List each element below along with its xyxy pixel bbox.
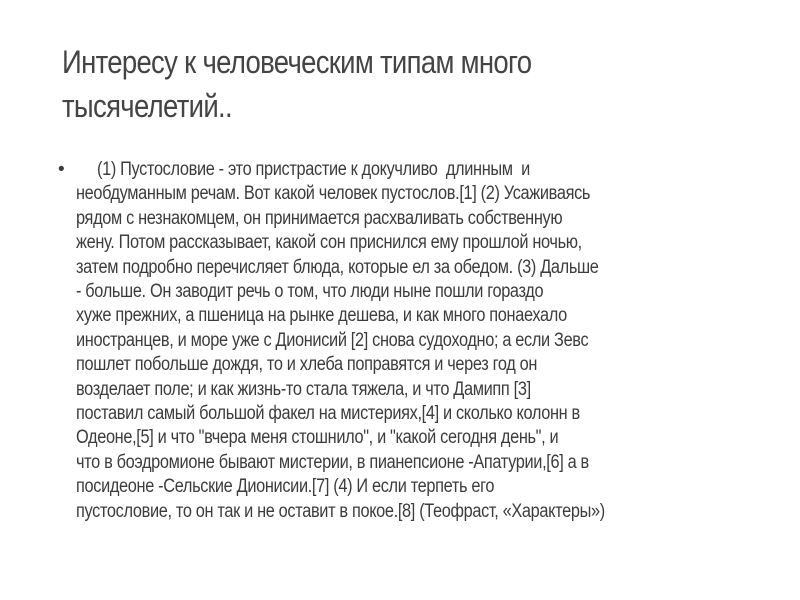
- slide-title-line: Интересу к человеческим типам много: [62, 44, 532, 80]
- body-line: хуже прежних, а пшеница на рынке дешева, и как много понаехало: [76, 305, 567, 327]
- body-line: возделает поле; и как жизнь-то стала тяжела, и что Дамипп [3]: [76, 378, 531, 400]
- body-line: пошлет побольше дождя, то и хлеба поправятся и через год он: [76, 354, 538, 376]
- body-line: жену. Потом рассказывает, какой сон приснился ему прошлой ночью,: [76, 232, 582, 254]
- body-line: иностранцев, и море уже с Дионисий [2] снова судоходно; а если Зевс: [76, 329, 589, 351]
- body-line: необдуманным речам. Вот какой человек пустослов.[1] (2) Усаживаясь: [76, 183, 591, 205]
- body-line: рядом с незнакомцем, он принимается расхваливать собственную: [76, 207, 563, 229]
- body-line: посидеоне -Сельские Дионисии.[7] (4) И если терпеть его: [76, 476, 495, 498]
- body-line: пустословие, то он так и не оставит в покое.[8] (Теофраст, «Характеры»): [76, 500, 605, 522]
- bullet-list: [56, 158, 756, 524]
- slide-title: [62, 40, 647, 128]
- bullet-item: [56, 158, 756, 524]
- body-line: затем подробно перечисляет блюда, которые ел за обедом. (3) Дальше: [76, 256, 599, 278]
- bullet-text: [76, 158, 738, 524]
- body-line: Одеоне,[5] и что "вчера меня стошнило", и "какой сегодня день", и: [76, 427, 559, 449]
- body-line: (1) Пустословие - это пристрастие к докучливо длинным и: [76, 159, 530, 180]
- slide-title-line: тысячелетий..: [62, 88, 232, 124]
- body-line: - больше. Он заводит речь о том, что люди ныне пошли гораздо: [76, 281, 544, 303]
- body-line: что в боэдромионе бывают мистерии, в пианепсионе -Апатурии,[6] а в: [76, 451, 589, 473]
- body-line: поставил самый большой факел на мистериях,[4] и сколько колонн в: [76, 403, 580, 425]
- bullet-icon: •: [58, 159, 65, 180]
